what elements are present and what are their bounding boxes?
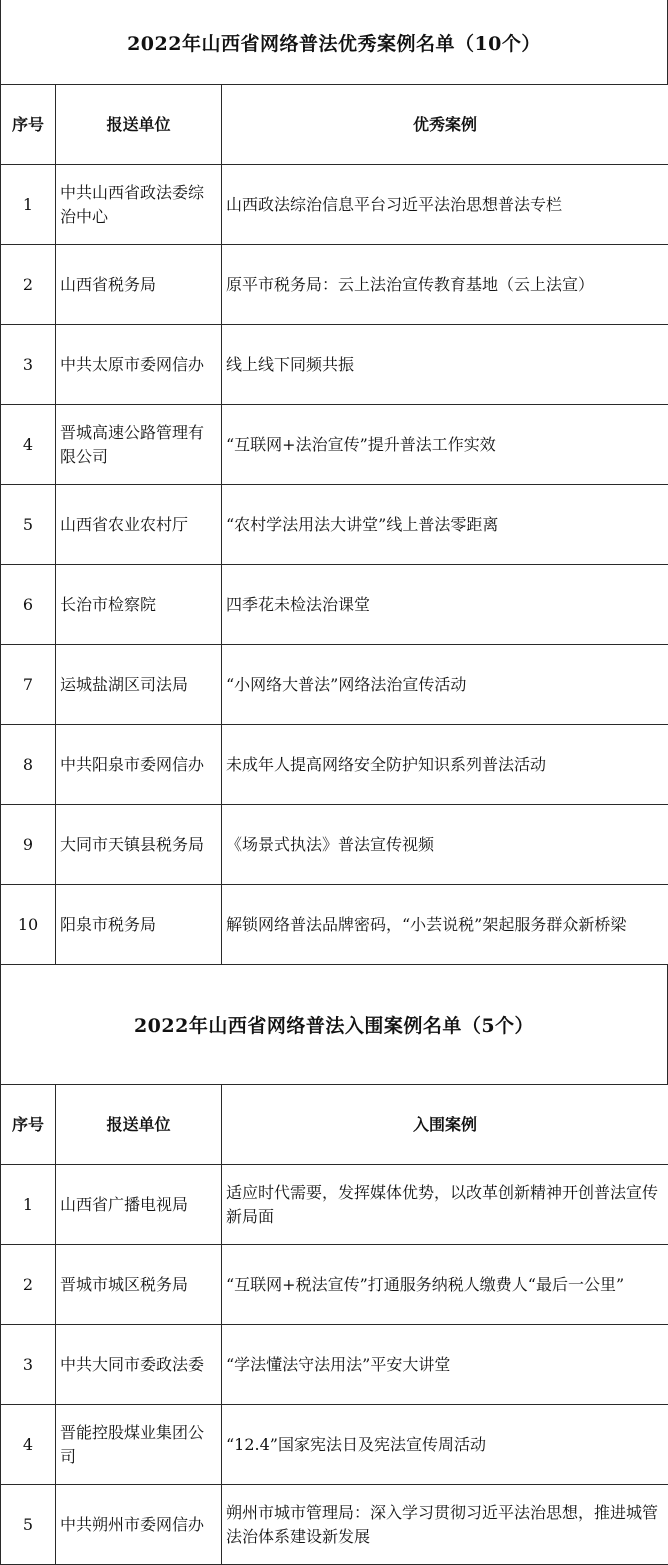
row-unit: 晋能控股煤业集团公司 [56, 1405, 222, 1485]
table-row [1, 1485, 668, 1565]
row-unit: 中共朔州市委网信办 [56, 1485, 222, 1565]
table-row [1, 805, 668, 885]
header-case: 入围案例 [222, 1085, 668, 1165]
row-case: “互联网+税法宣传”打通服务纳税人缴费人“最后一公里” [222, 1245, 668, 1325]
section-title: 2022年山西省网络普法优秀案例名单（10个） [0, 0, 668, 84]
header-case: 优秀案例 [222, 85, 668, 165]
table-row [1, 1165, 668, 1245]
row-number: 2 [1, 1245, 56, 1325]
table-row [1, 565, 668, 645]
row-number: 1 [1, 1165, 56, 1245]
row-unit: 中共大同市委政法委 [56, 1325, 222, 1405]
shortlisted-cases-table [0, 1084, 668, 1565]
row-case: “小网络大普法”网络法治宣传活动 [222, 645, 668, 725]
header-unit: 报送单位 [56, 1085, 222, 1165]
row-case: 四季花未检法治课堂 [222, 565, 668, 645]
table-header-row [1, 85, 668, 165]
row-case: “学法懂法守法用法”平安大讲堂 [222, 1325, 668, 1405]
row-unit: 大同市天镇县税务局 [56, 805, 222, 885]
table-row [1, 1245, 668, 1325]
table-row [1, 405, 668, 485]
table-row [1, 645, 668, 725]
row-case: 山西政法综治信息平台习近平法治思想普法专栏 [222, 165, 668, 245]
row-number: 3 [1, 325, 56, 405]
row-unit: 运城盐湖区司法局 [56, 645, 222, 725]
table-row [1, 1405, 668, 1485]
row-number: 4 [1, 405, 56, 485]
row-unit: 晋城市城区税务局 [56, 1245, 222, 1325]
table-row [1, 165, 668, 245]
row-unit: 长治市检察院 [56, 565, 222, 645]
excellent-cases-table [0, 84, 668, 965]
row-case: 《场景式执法》普法宣传视频 [222, 805, 668, 885]
row-unit: 中共阳泉市委网信办 [56, 725, 222, 805]
row-case: 未成年人提高网络安全防护知识系列普法活动 [222, 725, 668, 805]
row-number: 5 [1, 485, 56, 565]
table-row [1, 245, 668, 325]
row-case: “12.4”国家宪法日及宪法宣传周活动 [222, 1405, 668, 1485]
table-row [1, 325, 668, 405]
row-unit: 中共太原市委网信办 [56, 325, 222, 405]
row-unit: 山西省税务局 [56, 245, 222, 325]
row-case: 解锁网络普法品牌密码，“小芸说税”架起服务群众新桥梁 [222, 885, 668, 965]
row-case: “农村学法用法大讲堂”线上普法零距离 [222, 485, 668, 565]
row-number: 2 [1, 245, 56, 325]
row-number: 3 [1, 1325, 56, 1405]
row-case: 线上线下同频共振 [222, 325, 668, 405]
header-no: 序号 [1, 85, 56, 165]
row-number: 5 [1, 1485, 56, 1565]
row-case: “互联网+法治宣传”提升普法工作实效 [222, 405, 668, 485]
row-number: 7 [1, 645, 56, 725]
row-case: 原平市税务局：云上法治宣传教育基地（云上法宣） [222, 245, 668, 325]
table-row [1, 485, 668, 565]
row-unit: 晋城高速公路管理有限公司 [56, 405, 222, 485]
row-unit: 中共山西省政法委综治中心 [56, 165, 222, 245]
row-number: 6 [1, 565, 56, 645]
table-row [1, 725, 668, 805]
table-row [1, 885, 668, 965]
table-header-row [1, 1085, 668, 1165]
row-case: 适应时代需要，发挥媒体优势，以改革创新精神开创普法宣传新局面 [222, 1165, 668, 1245]
row-number: 10 [1, 885, 56, 965]
row-number: 1 [1, 165, 56, 245]
table-row [1, 1325, 668, 1405]
row-number: 9 [1, 805, 56, 885]
row-case: 朔州市城市管理局：深入学习贯彻习近平法治思想，推进城管法治体系建设新发展 [222, 1485, 668, 1565]
header-unit: 报送单位 [56, 85, 222, 165]
row-number: 4 [1, 1405, 56, 1485]
row-number: 8 [1, 725, 56, 805]
row-unit: 山西省广播电视局 [56, 1165, 222, 1245]
header-no: 序号 [1, 1085, 56, 1165]
section-title: 2022年山西省网络普法入围案例名单（5个） [0, 964, 668, 1084]
row-unit: 山西省农业农村厅 [56, 485, 222, 565]
row-unit: 阳泉市税务局 [56, 885, 222, 965]
